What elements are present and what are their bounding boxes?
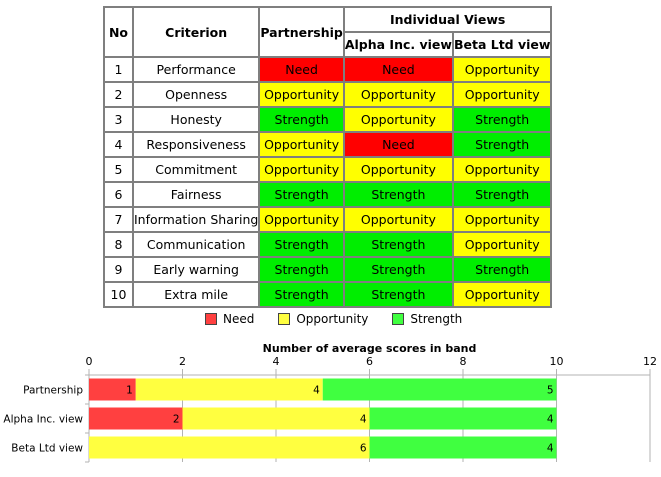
y-category-label: Beta Ltd view: [11, 442, 83, 455]
x-tick-label: 4: [272, 355, 280, 368]
partnership-cell: Strength: [259, 232, 344, 257]
row-criterion: Performance: [133, 57, 259, 82]
row-criterion: Fairness: [133, 182, 259, 207]
beta-cell: Strength: [453, 107, 551, 132]
table-row: [104, 207, 551, 232]
chart-title: Number of average scores in band: [262, 342, 477, 355]
beta-cell: Opportunity: [453, 207, 551, 232]
partnership-cell: Opportunity: [259, 132, 344, 157]
alpha-cell: Strength: [344, 257, 453, 282]
row-no: 7: [104, 207, 133, 232]
alpha-cell: Strength: [344, 282, 453, 307]
table-row: [104, 157, 551, 182]
x-tick-label: 12: [643, 355, 657, 368]
x-tick-label: 6: [366, 355, 373, 368]
row-no: 2: [104, 82, 133, 107]
partnership-cell: Opportunity: [259, 157, 344, 182]
header-beta-view: Beta Ltd view: [453, 32, 551, 57]
bar-data-label: 5: [546, 384, 554, 397]
table-row: [104, 57, 551, 82]
x-tick-label: 8: [459, 355, 467, 368]
bar-data-label: 4: [313, 384, 320, 397]
bar-segment-opportunity: [89, 437, 370, 459]
beta-cell: Opportunity: [453, 57, 551, 82]
beta-cell: Strength: [453, 132, 551, 157]
table-row: [104, 107, 551, 132]
legend-label-need: Need: [223, 312, 255, 326]
beta-cell: Opportunity: [453, 82, 551, 107]
beta-cell: Opportunity: [453, 232, 551, 257]
alpha-cell: Opportunity: [344, 107, 453, 132]
chart-legend: [205, 312, 486, 326]
row-no: 1: [104, 57, 133, 82]
table-row: [104, 132, 551, 157]
x-tick-label: 0: [85, 355, 93, 368]
row-criterion: Early warning: [133, 257, 259, 282]
table-row: [104, 182, 551, 207]
row-criterion: Information Sharing: [133, 207, 259, 232]
bar-data-label: 1: [126, 384, 133, 397]
bar-segment-need: [89, 408, 183, 430]
bar-data-label: 4: [546, 413, 554, 426]
bar-data-label: 2: [172, 413, 180, 426]
legend-label-strength: Strength: [410, 312, 463, 326]
row-no: 4: [104, 132, 133, 157]
alpha-cell: Opportunity: [344, 82, 453, 107]
beta-cell: Strength: [453, 182, 551, 207]
header-partnership: Partnership: [259, 7, 344, 57]
legend-swatch-opportunity: [278, 313, 290, 325]
beta-cell: Opportunity: [453, 282, 551, 307]
bar-segment-opportunity: [183, 408, 370, 430]
alpha-cell: Need: [344, 132, 453, 157]
partnership-cell: Strength: [259, 182, 344, 207]
bar-data-label: 6: [359, 442, 367, 455]
legend-item-need: [205, 312, 254, 326]
partnership-cell: Strength: [259, 257, 344, 282]
partnership-cell: Opportunity: [259, 207, 344, 232]
bar-segment-opportunity: [136, 379, 323, 401]
alpha-cell: Need: [344, 57, 453, 82]
partnership-cell: Opportunity: [259, 82, 344, 107]
header-individual-views: Individual Views: [344, 7, 552, 32]
row-criterion: Responsiveness: [133, 132, 259, 157]
row-criterion: Honesty: [133, 107, 259, 132]
row-no: 3: [104, 107, 133, 132]
row-no: 10: [104, 282, 133, 307]
partnership-cell: Need: [259, 57, 344, 82]
row-no: 5: [104, 157, 133, 182]
x-tick-label: 10: [549, 355, 564, 368]
legend-item-strength: [392, 312, 462, 326]
bar-data-label: 4: [359, 413, 367, 426]
bar-segment-strength: [323, 379, 557, 401]
y-category-label: Partnership: [23, 384, 83, 397]
alpha-cell: Strength: [344, 182, 453, 207]
row-no: 8: [104, 232, 133, 257]
bar-segment-strength: [370, 408, 557, 430]
partnership-cell: Strength: [259, 107, 344, 132]
header-no: No: [104, 7, 133, 57]
row-criterion: Openness: [133, 82, 259, 107]
x-tick-label: 2: [179, 355, 186, 368]
table-row: [104, 282, 551, 307]
row-criterion: Commitment: [133, 157, 259, 182]
table-row: [104, 232, 551, 257]
alpha-cell: Opportunity: [344, 157, 453, 182]
table-row: [104, 257, 551, 282]
legend-swatch-need: [205, 313, 217, 325]
row-criterion: Extra mile: [133, 282, 259, 307]
beta-cell: Opportunity: [453, 157, 551, 182]
bar-segment-strength: [370, 437, 557, 459]
partnership-cell: Strength: [259, 282, 344, 307]
alpha-cell: Strength: [344, 232, 453, 257]
row-no: 6: [104, 182, 133, 207]
row-criterion: Communication: [133, 232, 259, 257]
header-alpha-view: Alpha Inc. view: [344, 32, 453, 57]
assessment-table: [103, 6, 552, 308]
y-category-label: Alpha Inc. view: [3, 413, 83, 426]
band-count-chart: [0, 335, 661, 470]
legend-item-opportunity: [278, 312, 368, 326]
legend-label-opportunity: Opportunity: [296, 312, 369, 326]
header-criterion: Criterion: [133, 7, 259, 57]
alpha-cell: Opportunity: [344, 207, 453, 232]
row-no: 9: [104, 257, 133, 282]
bar-data-label: 4: [546, 442, 554, 455]
table-row: [104, 82, 551, 107]
beta-cell: Strength: [453, 257, 551, 282]
legend-swatch-strength: [392, 313, 404, 325]
